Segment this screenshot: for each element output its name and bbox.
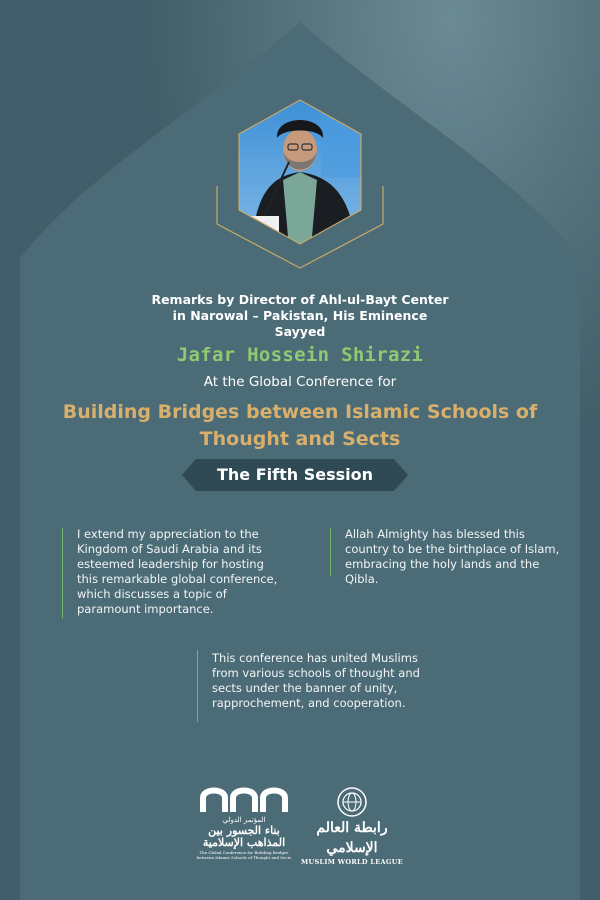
globe-emblem-icon <box>300 786 404 818</box>
conference-logo-english-1: The Global Conference for Building Bridges <box>199 850 289 855</box>
speaker-name: Jafar Hossein Shirazi <box>176 344 424 366</box>
mwl-logo <box>300 786 404 866</box>
speaker-portrait <box>211 98 389 270</box>
session-banner <box>182 459 408 491</box>
quote-unity: This conference has united Muslims from various schools of thought and sects under the banner of unity, rapprochement, and cooperation. <box>212 651 420 710</box>
quote-accent-bar <box>330 528 331 576</box>
mwl-logo-english: MUSLIM WORLD LEAGUE <box>301 858 403 866</box>
quote-blessing: Allah Almighty has blessed this country to be the birthplace of Islam, embracing the holy lands and the Qibla. <box>345 527 560 586</box>
arches-icon <box>195 782 293 814</box>
session-label: The Fifth Session <box>217 465 373 484</box>
conference-logo-english-2: between Islamic Schools of Thought and Sects <box>196 855 292 860</box>
quote-appreciation: I extend my appreciation to the Kingdom of Saudi Arabia and its esteemed leadership for hosting this remarkable global conference, which discusses a topic of paramount importance. <box>77 527 278 616</box>
conference-logo-arabic-3: المذاهب الإسلامية <box>202 836 286 849</box>
conference-logo-arabic-2: بناء الجسور بين <box>208 824 280 837</box>
quote-accent-bar <box>62 528 63 618</box>
conference-title: Building Bridges between Islamic Schools of Thought and Sects <box>62 401 538 450</box>
conference-logo-arabic-1: المؤتمر الدولي <box>222 816 266 824</box>
conference-logo <box>195 782 293 862</box>
intro-text: Remarks by Director of Ahl-ul-Bayt Center in Narowal – Pakistan, His Eminence Sayyed <box>151 292 449 339</box>
mwl-logo-arabic: رابطة العالم الإسلامي <box>316 820 388 856</box>
conference-intro: At the Global Conference for <box>203 374 397 390</box>
quote-accent-bar <box>197 650 198 722</box>
